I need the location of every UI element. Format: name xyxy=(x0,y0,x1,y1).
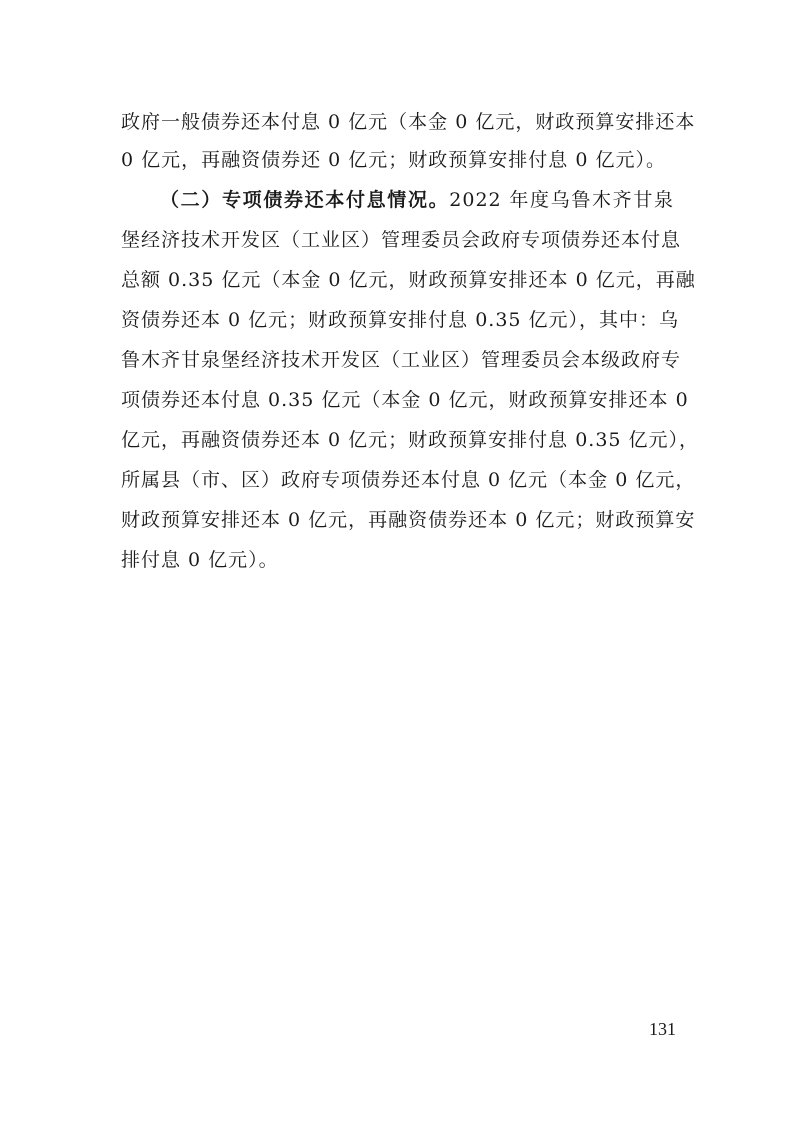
text-line-9: 亿元，再融资债券还本 0 亿元；财政预算安排付息 0.35 亿元）， xyxy=(121,429,700,451)
text-line-12: 排付息 0 亿元）。 xyxy=(121,549,279,571)
text-line-1: 政府一般债券还本付息 0 亿元（本金 0 亿元，财政预算安排还本 xyxy=(121,111,696,133)
text-line-6: 资债券还本 0 亿元；财政预算安排付息 0.35 亿元），其中：乌 xyxy=(121,309,680,331)
section-paragraph-first-line xyxy=(160,188,674,212)
section-heading-continuation: 2022 年度乌鲁木齐甘泉 xyxy=(449,189,674,211)
text-line-2: 0 亿元，再融资债券还 0 亿元；财政预算安排付息 0 亿元）。 xyxy=(121,149,666,171)
section-heading: （二）专项债券还本付息情况。 xyxy=(160,189,450,211)
text-line-4: 堡经济技术开发区（工业区）管理委员会政府专项债券还本付息 xyxy=(121,229,682,251)
text-line-10: 所属县（市、区）政府专项债券还本付息 0 亿元（本金 0 亿元， xyxy=(121,469,696,491)
page-number: 131 xyxy=(649,1019,676,1039)
text-line-7: 鲁木齐甘泉堡经济技术开发区（工业区）管理委员会本级政府专 xyxy=(121,349,682,371)
text-line-8: 项债券还本付息 0.35 亿元（本金 0 亿元，财政预算安排还本 0 xyxy=(121,389,689,411)
text-line-11: 财政预算安排还本 0 亿元，再融资债券还本 0 亿元；财政预算安 xyxy=(121,509,696,531)
text-line-5: 总额 0.35 亿元（本金 0 亿元，财政预算安排还本 0 亿元，再融 xyxy=(121,269,696,291)
